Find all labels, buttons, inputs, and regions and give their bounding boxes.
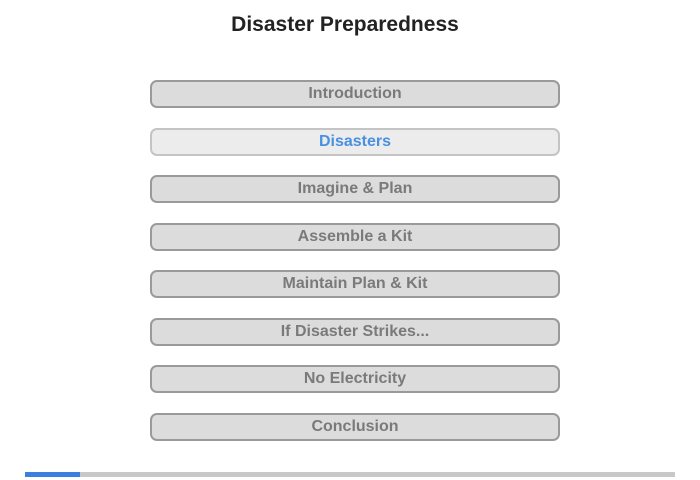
menu-item-introduction[interactable]: Introduction [150,80,560,108]
menu-item-assemble-kit[interactable]: Assemble a Kit [150,223,560,251]
menu-item-imagine-plan[interactable]: Imagine & Plan [150,175,560,203]
menu-item-if-disaster-strikes[interactable]: If Disaster Strikes... [150,318,560,346]
menu-item-no-electricity[interactable]: No Electricity [150,365,560,393]
menu-item-maintain-plan-kit[interactable]: Maintain Plan & Kit [150,270,560,298]
menu-item-disasters[interactable]: Disasters [150,128,560,156]
menu-item-conclusion[interactable]: Conclusion [150,413,560,441]
progress-bar [25,472,675,477]
progress-bar-fill [25,472,80,477]
chapter-menu [150,80,560,460]
page-title: Disaster Preparedness [231,13,459,36]
